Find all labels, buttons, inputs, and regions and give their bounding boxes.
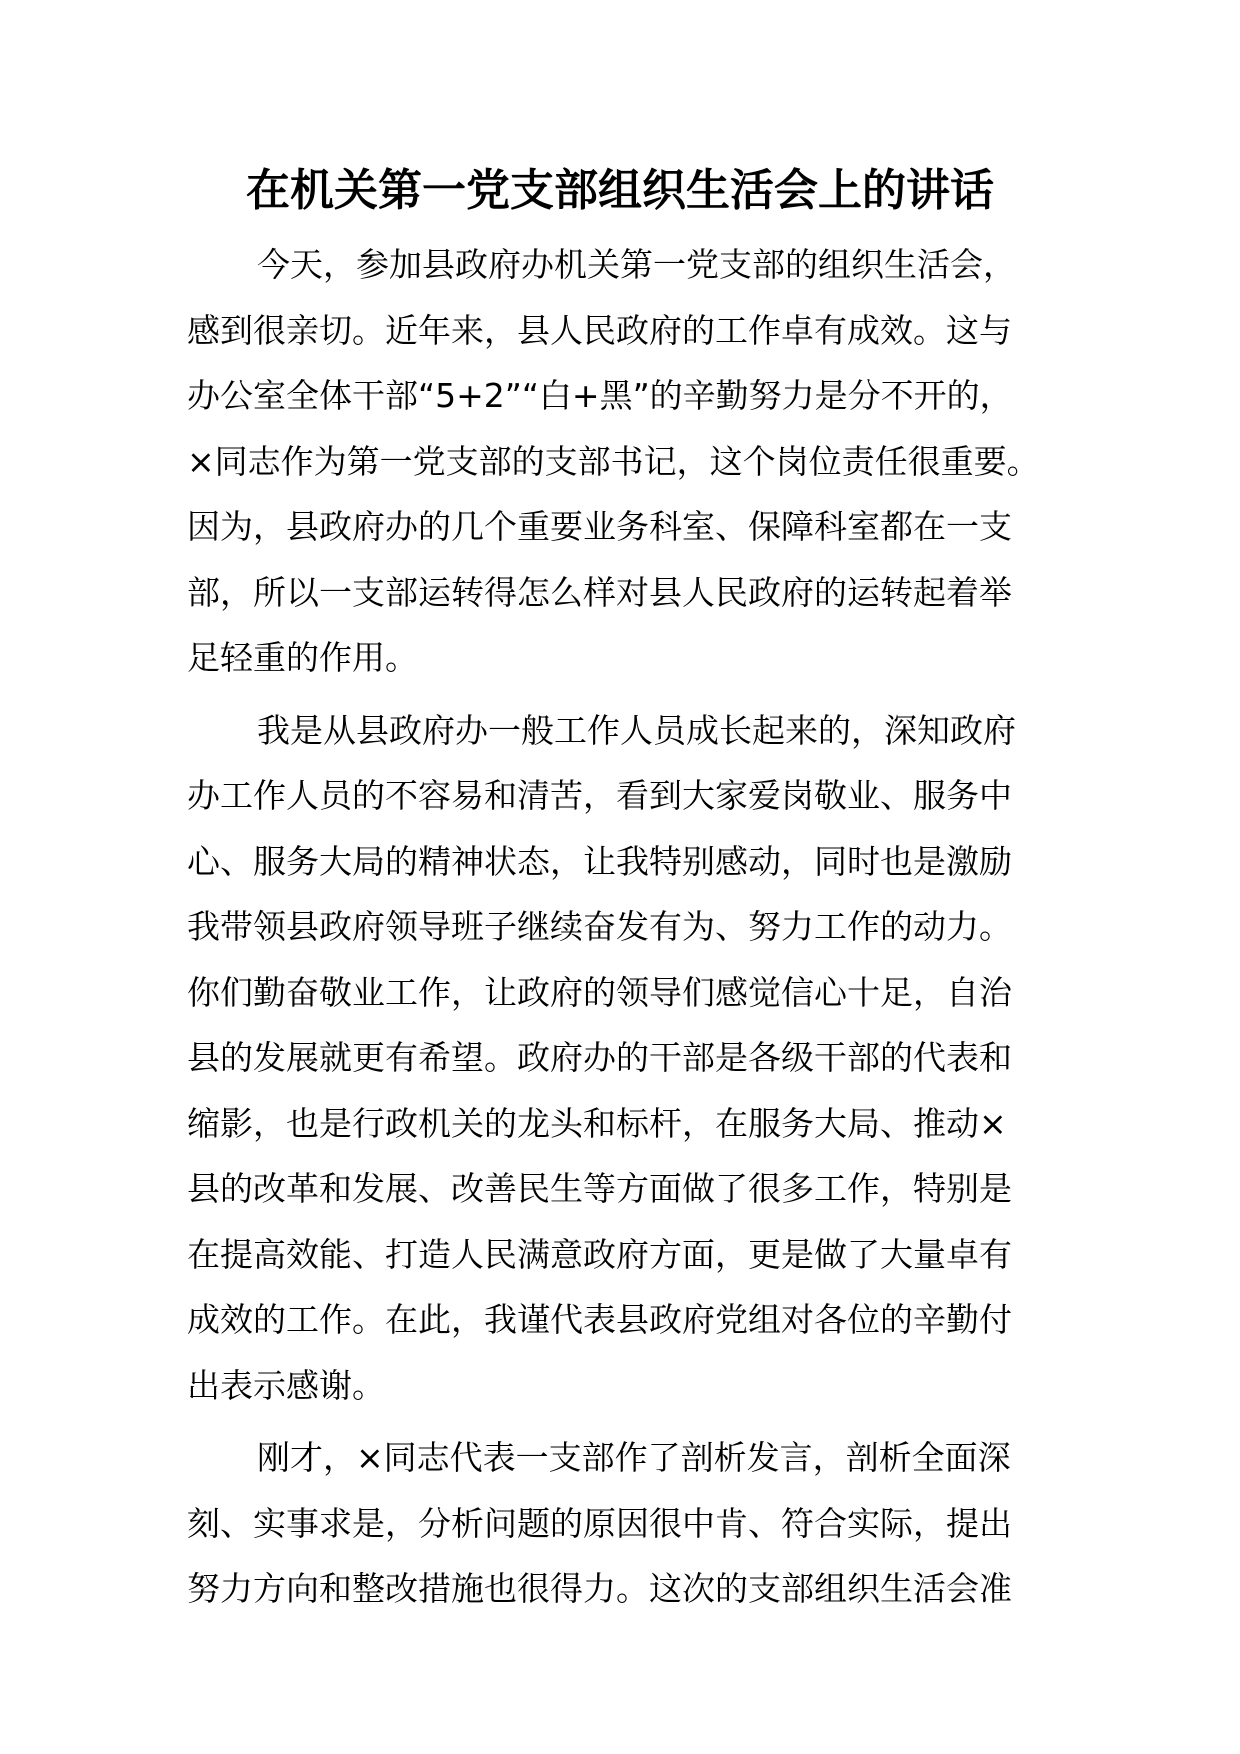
text-line: 我带领县政府领导班子继续奋发有为、努力工作的动力。 xyxy=(187,907,1012,946)
document-body xyxy=(187,232,1067,1629)
text-line: 我是从县政府办一般工作人员成长起来的，深知政府 xyxy=(257,710,1016,750)
text-line: 足轻重的作用。 xyxy=(187,638,418,677)
text-line: 努力方向和整改措施也很得力。这次的支部组织生活会准 xyxy=(187,1569,1012,1608)
text-line: ×同志作为第一党支部的支部书记，这个岗位责任很重要。 xyxy=(187,441,1040,481)
text-line: 成效的工作。在此，我谨代表县政府党组对各位的辛勤付 xyxy=(187,1300,1012,1339)
paragraph-2 xyxy=(187,698,1067,1419)
text-line: 因为，县政府办的几个重要业务科室、保障科室都在一支 xyxy=(187,507,1012,546)
text-line: 刻、实事求是，分析问题的原因很中肯、符合实际，提出 xyxy=(187,1503,1012,1543)
text-line: 办工作人员的不容易和清苦，看到大家爱岗敬业、服务中 xyxy=(187,776,1012,815)
text-line: 感到很亲切。近年来，县人民政府的工作卓有成效。这与 xyxy=(187,310,1012,350)
text-line: 今天，参加县政府办机关第一党支部的组织生活会， xyxy=(257,245,1016,284)
text-line: 心、服务大局的精神状态，让我特别感动，同时也是激励 xyxy=(187,841,1012,881)
text-line: 县的改革和发展、改善民生等方面做了很多工作，特别是 xyxy=(187,1169,1012,1208)
text-line: 你们勤奋敬业工作，让政府的领导们感觉信心十足，自治 xyxy=(187,972,1012,1012)
paragraph-1 xyxy=(187,232,1067,691)
text-line: 办公室全体干部“5+2”“白+黑”的辛勤努力是分不开的， xyxy=(187,376,1013,415)
text-line: 部，所以一支部运转得怎么样对县人民政府的运转起着举 xyxy=(187,572,1012,612)
paragraph-3 xyxy=(187,1425,1067,1622)
text-line: 刚才，×同志代表一支部作了剖析发言，剖析全面深 xyxy=(257,1438,1011,1477)
text-line: 缩影，也是行政机关的龙头和标杆，在服务大局、推动× xyxy=(187,1103,1007,1143)
text-line: 在提高效能、打造人民满意政府方面，更是做了大量卓有 xyxy=(187,1234,1012,1274)
document-title: 在机关第一党支部组织生活会上的讲话 xyxy=(246,165,994,216)
text-line: 县的发展就更有希望。政府办的干部是各级干部的代表和 xyxy=(187,1038,1012,1077)
text-line: 出表示感谢。 xyxy=(187,1365,385,1405)
